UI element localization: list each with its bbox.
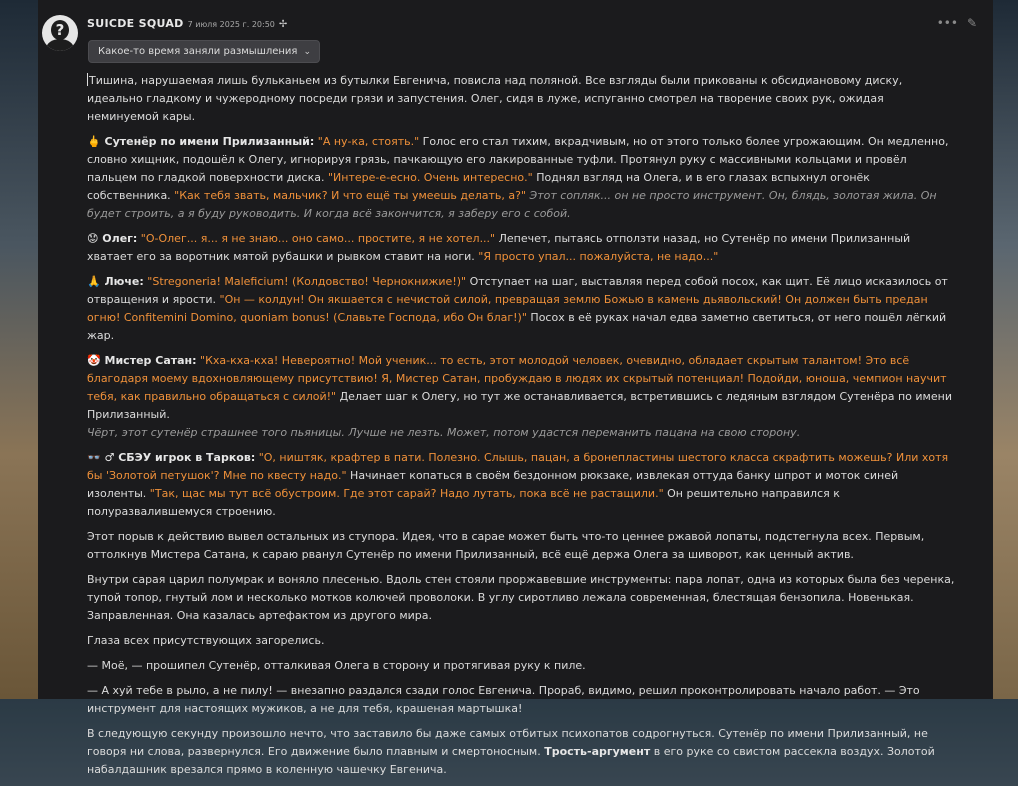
paragraph <box>87 230 957 266</box>
paragraph <box>87 528 957 564</box>
paragraph <box>87 273 957 345</box>
narration-text: — Моё, — прошипел Сутенёр, отталкивая Олега в сторону и протягивая руку к пиле. <box>87 659 586 672</box>
pin-icon: ✢ <box>278 19 288 30</box>
inner-thought: Чёрт, этот сутенёр страшнее того пьяницы. Лучше не лезть. Может, потом удастся переманить пацана на свою сторону. <box>87 426 801 439</box>
dialogue-text: "Он — колдун! Он якшается с нечистой силой, превращая землю Божью в камень дьявольский! Он должен быть предан огню! Confitemini Domino, quoniam bonus! (Славьте Господа, ибо Он благ!)" <box>87 293 928 324</box>
narration-text: Поднял взгляд на Олега, и в его глазах вспыхнул огонёк собственника. <box>87 171 870 202</box>
dialogue-text: "О, ништяк, крафтер в пати. Полезно. Слышь, пацан, а бронепластины шестого класса скрафтить можешь? Или хотя бы 'Золотой петушок'? Мне по квесту надо." <box>87 451 949 482</box>
narration-text: Лепечет, пытаясь отползти назад, но Сутенёр по имени Прилизанный хватает его за воротник мятой рубашки и рывком ставит на ноги. <box>87 232 911 263</box>
speaker-name: 😟 Олег: <box>87 232 138 245</box>
speaker-name: 🖕 Сутенёр по имени Прилизанный: <box>87 135 315 148</box>
background-left <box>0 0 38 699</box>
narration-text: Этот порыв к действию вывел остальных из ступора. Идея, что в сарае может быть что-то ценнее ржавой лопаты, подстегнула всех. Первым, оттолкнув Мистера Сатана, к сараю рванул Сутенёр по имени Прилизанный, всё ещё держа Олега за шиворот, как ценный актив. <box>87 530 925 561</box>
narration-text: Начинает копаться в своём бездонном рюкзаке, извлекая оттуда банку шпрот и моток синей изоленты. <box>87 469 899 500</box>
pencil-icon[interactable]: ✎ <box>966 16 977 30</box>
message-body <box>87 72 957 786</box>
paragraph <box>87 632 957 650</box>
speaker-name: 👓 ♂ СБЭУ игрок в Тарков: <box>87 451 256 464</box>
avatar-question-mark: ? <box>55 21 65 39</box>
author-name[interactable]: SUICDE SQUAD <box>87 17 184 30</box>
thinking-dropdown[interactable] <box>88 40 320 63</box>
dialogue-text: "Так, щас мы тут всё обустроим. Где этот сарай? Надо лутать, пока всё не растащили." <box>146 487 664 500</box>
narration-text: Тишина, нарушаемая лишь бульканьем из бутылки Евгенича, повисла над поляной. Все взгляды были прикованы к обсидиановому диску, идеально гладкому и чужеродному посреди грязи и запустения. Олег, сидя в луже, испуганно смотрел на творение своих рук, ожидая неминуемой кары. <box>87 74 903 123</box>
chevron-down-icon: ⌄ <box>303 46 311 57</box>
narration-text: — А хуй тебе в рыло, а не пилу! — внезапно раздался сзади голос Евгенича. Прораб, видимо, решил проконтролировать начало работ. — Это инструмент для настоящих мужиков, а не для тебя, крашеная мартышка! <box>87 684 920 715</box>
dialogue-text: "А ну-ка, стоять." <box>314 135 420 148</box>
narration-text: Внутри сарая царил полумрак и воняло плесенью. Вдоль стен стояли проржавевшие инструменты: пара лопат, одна из которых была без черенка, тупой топор, гнутый лом и несколько мотков колючей проволоки. В углу сиротливо лежала современная, блестящая бензопила. Новенькая. Заправленная. Она казалась артефактом из другого мира. <box>87 573 955 622</box>
inner-thought: Этот сопляк... он не просто инструмент. Он, блядь, золотая жила. Он будет строить, а я буду руководить. И когда всё закончится, я заберу его с собой. <box>87 189 937 220</box>
dialogue-text: "Интере-е-есно. Очень интересно." <box>324 171 533 184</box>
narration-text: Он решительно направился к полуразвалившемуся строению. <box>87 487 840 518</box>
background-right <box>993 0 1018 699</box>
speaker-name: 🙏 Люче: <box>87 275 144 288</box>
message-header <box>87 17 287 33</box>
timestamp: 7 июля 2025 г. 20:50 <box>187 20 275 29</box>
paragraph <box>87 72 957 126</box>
paragraph <box>87 449 957 521</box>
paragraph <box>87 682 957 718</box>
thinking-dropdown-label: Какое-то время заняли размышления <box>98 46 298 57</box>
dialogue-text: "Как тебя звать, мальчик? И что ещё ты умеешь делать, а?" <box>170 189 527 202</box>
avatar[interactable] <box>42 15 78 51</box>
message-card <box>38 0 993 776</box>
dialogue-text: "Stregoneria! Maleficium! (Колдовство! Чернокнижие!)" <box>143 275 467 288</box>
narration-text: Глаза всех присутствующих загорелись. <box>87 634 325 647</box>
paragraph <box>87 133 957 223</box>
narration-text: Голос его стал тихим, вкрадчивым, но от этого только более угрожающим. Он медленно, словно хищник, подошёл к Олегу, игнорируя грязь, пачкающую его лакированные туфли. Протянул руку с массивными кольцами и провёл пальцем по гладкой поверхности диска. <box>87 135 949 184</box>
speaker-name: Трость-аргумент <box>544 745 651 758</box>
speaker-name: 🤡 Мистер Сатан: <box>87 354 197 367</box>
narration-text: Делает шаг к Олегу, но тут же останавливается, встретившись с ледяным взглядом Сутенёра по имени Прилизанный. <box>87 390 952 421</box>
paragraph <box>87 352 957 442</box>
text-caret <box>87 73 88 86</box>
narration-text: В следующую секунду произошло нечто, что заставило бы даже самых отбитых психопатов содрогнуться. Сутенёр по имени Прилизанный, не говоря ни слова, развернулся. Его движение было плавным и смертоносным. <box>87 727 928 758</box>
dialogue-text: "Кха-кха-кха! Невероятно! Мой ученик... то есть, этот молодой человек, очевидно, обладает скрытым талантом! Это всё благодаря моему вдохновляющему присутствию! Я, Мистер Сатан, пробуждаю в людях их скрытый потенциал! Подойди, юноша, чемпион научит тебя, как правильно обращаться с силой!" <box>87 354 947 403</box>
dialogue-text: "Я просто упал... пожалуйста, не надо..." <box>474 250 719 263</box>
narration-text: Отступает на шаг, выставляя перед собой посох, как щит. Её лицо исказилось от отвращения и ярости. <box>87 275 948 306</box>
message-actions <box>937 16 977 30</box>
narration-text: Посох в её руках начал едва заметно светиться, от него пошёл лёгкий жар. <box>87 311 947 342</box>
paragraph <box>87 571 957 625</box>
paragraph <box>87 657 957 675</box>
more-icon[interactable]: ••• <box>936 16 958 30</box>
paragraph <box>87 725 957 779</box>
dialogue-text: "О-Олег... я... я не знаю... оно само... простите, я не хотел..." <box>137 232 496 245</box>
narration-text: в его руке со свистом рассекла воздух. Золотой набалдашник врезался прямо в коленную чашечку Евгенича. <box>87 745 935 776</box>
